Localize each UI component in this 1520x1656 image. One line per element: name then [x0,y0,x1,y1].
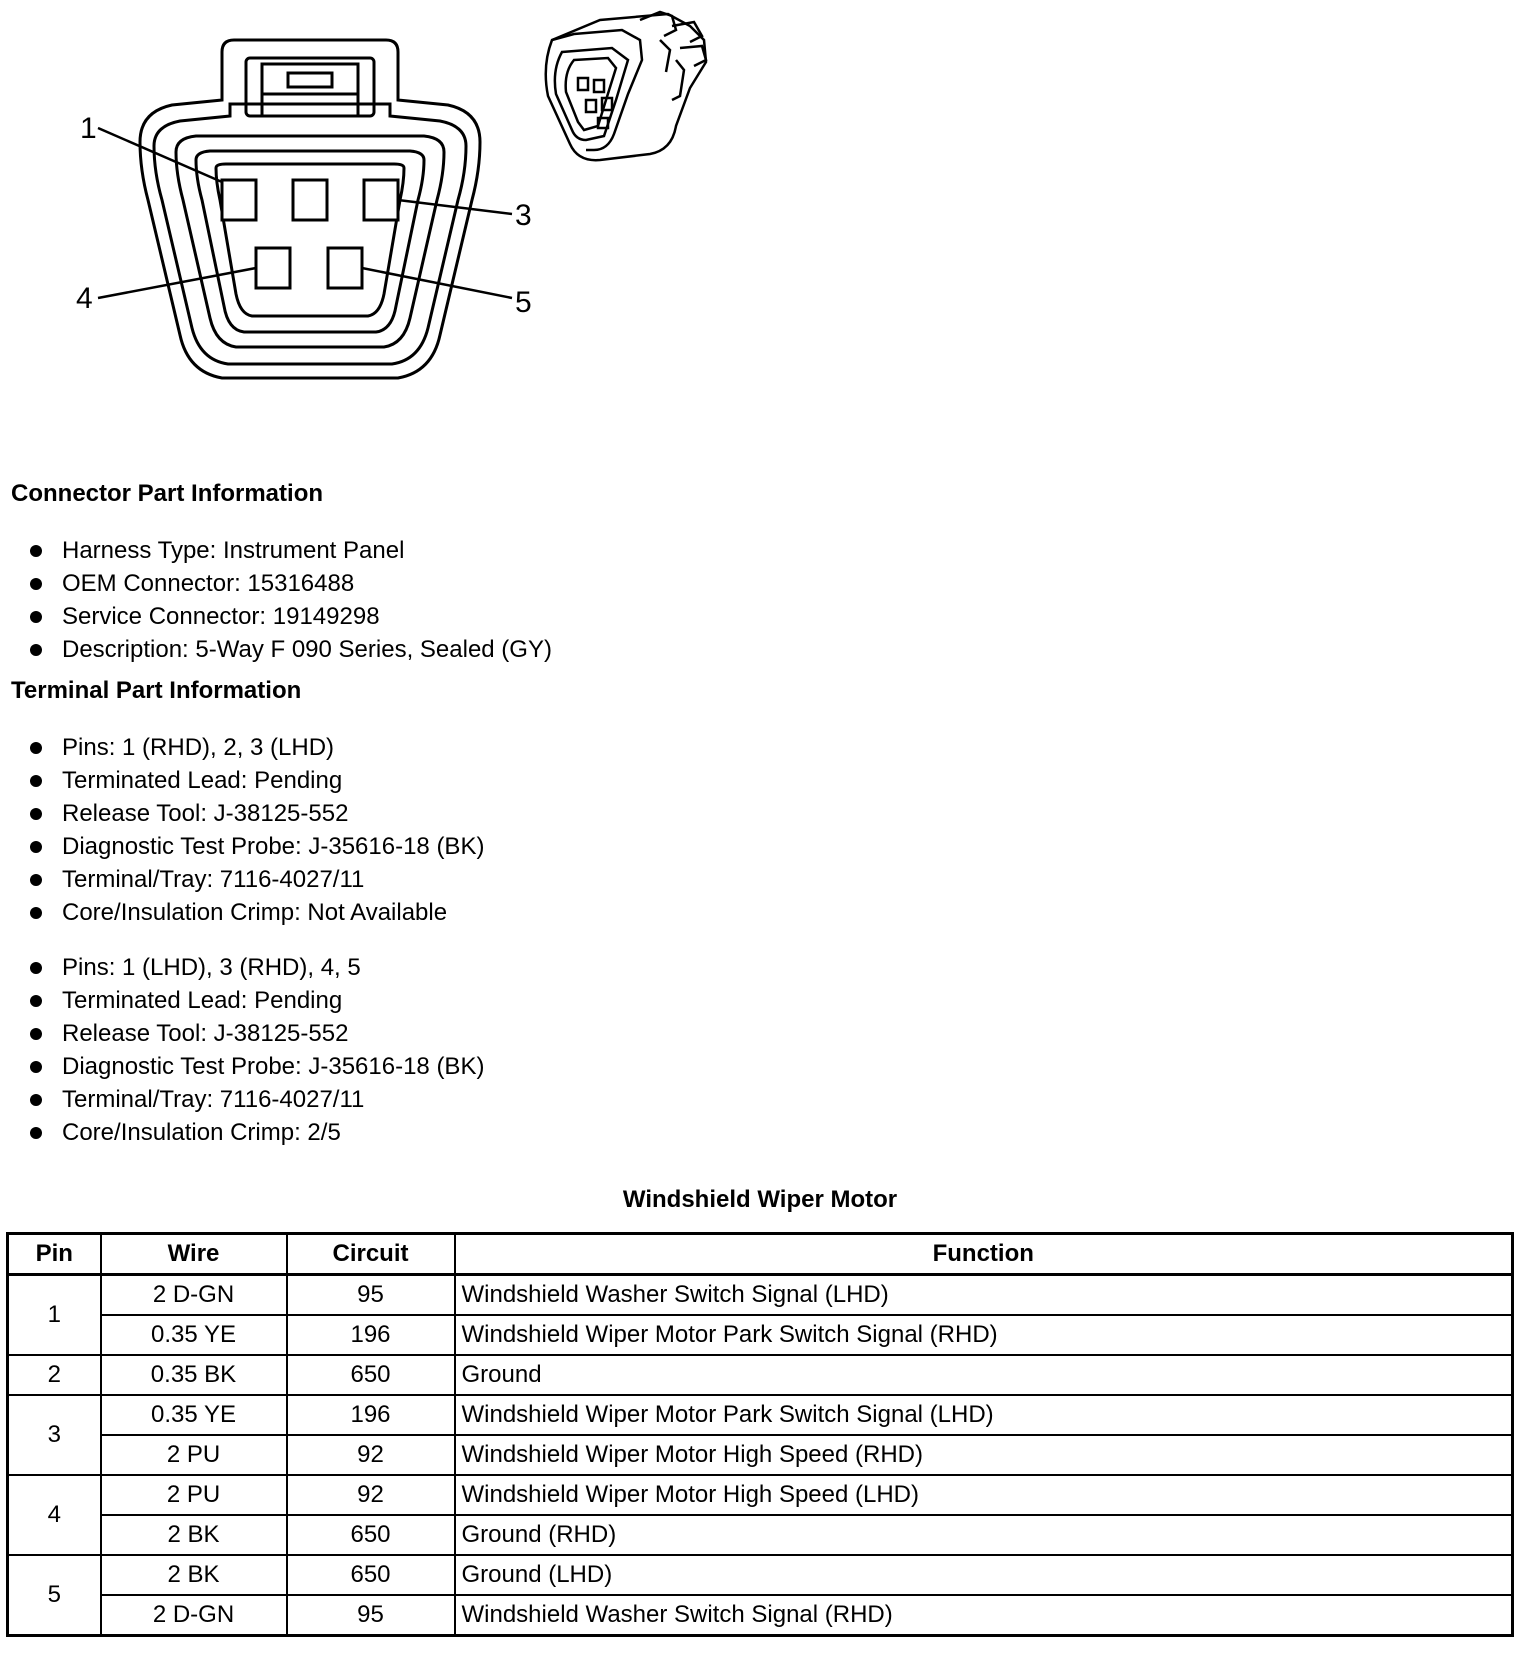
terminal-info-group-2 [28,951,484,1149]
function-cell: Windshield Washer Switch Signal (LHD) [455,1275,1513,1316]
wire-cell: 0.35 YE [101,1395,287,1435]
function-cell: Ground (LHD) [455,1555,1513,1595]
table-row [8,1555,1513,1595]
function-cell: Ground (RHD) [455,1515,1513,1555]
list-item: Description: 5-Way F 090 Series, Sealed (GY) [28,633,552,666]
list-item: Terminated Lead: Pending [28,764,484,797]
pin-label-4: 4 [76,282,93,315]
list-item: Terminal/Tray: 7116-4027/11 [28,863,484,896]
table-row [8,1435,1513,1475]
column-header-wire: Wire [101,1234,287,1275]
table-row [8,1475,1513,1515]
table-row [8,1515,1513,1555]
wire-cell: 0.35 BK [101,1355,287,1395]
pin-label-3: 3 [515,199,532,232]
wire-cell: 2 BK [101,1555,287,1595]
pin-2-cavity [293,180,327,220]
pin-cell: 4 [8,1475,101,1555]
circuit-cell: 95 [287,1595,455,1636]
function-cell: Windshield Wiper Motor Park Switch Signal (LHD) [455,1395,1513,1435]
circuit-cell: 92 [287,1475,455,1515]
circuit-cell: 650 [287,1515,455,1555]
list-item: OEM Connector: 15316488 [28,567,552,600]
list-item: Service Connector: 19149298 [28,600,552,633]
list-item: Terminated Lead: Pending [28,984,484,1017]
connector-part-info-title: Connector Part Information [11,480,324,507]
circuit-cell: 196 [287,1395,455,1435]
list-item: Terminal/Tray: 7116-4027/11 [28,1083,484,1116]
table-row [8,1355,1513,1395]
pin-1-cavity [222,180,256,220]
wire-cell: 2 D-GN [101,1275,287,1316]
list-item: Core/Insulation Crimp: Not Available [28,896,484,929]
list-item: Core/Insulation Crimp: 2/5 [28,1116,484,1149]
pin-cell: 5 [8,1555,101,1636]
terminal-info-group-1 [28,731,484,929]
table-title: Windshield Wiper Motor [622,1186,898,1213]
wire-cell: 2 PU [101,1435,287,1475]
wire-cell: 0.35 YE [101,1315,287,1355]
circuit-cell: 95 [287,1275,455,1316]
table-row [8,1395,1513,1435]
function-cell: Windshield Washer Switch Signal (RHD) [455,1595,1513,1636]
pin-5-cavity [328,248,362,288]
list-item: Release Tool: J-38125-552 [28,797,484,830]
list-item: Harness Type: Instrument Panel [28,534,552,567]
function-cell: Windshield Wiper Motor High Speed (RHD) [455,1435,1513,1475]
circuit-cell: 650 [287,1555,455,1595]
wire-cell: 2 PU [101,1475,287,1515]
pinout-table [6,1232,1514,1637]
connector-diagram [0,0,720,400]
function-cell: Windshield Wiper Motor Park Switch Signal (RHD) [455,1315,1513,1355]
column-header-circuit: Circuit [287,1234,455,1275]
list-item: Diagnostic Test Probe: J-35616-18 (BK) [28,830,484,863]
function-cell: Ground [455,1355,1513,1395]
terminal-part-info-title: Terminal Part Information [11,677,302,704]
list-item: Pins: 1 (LHD), 3 (RHD), 4, 5 [28,951,484,984]
pin-label-1: 1 [80,112,97,145]
list-item: Diagnostic Test Probe: J-35616-18 (BK) [28,1050,484,1083]
pin-4-cavity [256,248,290,288]
circuit-cell: 92 [287,1435,455,1475]
pin-label-5: 5 [515,286,532,319]
circuit-cell: 650 [287,1355,455,1395]
wire-cell: 2 D-GN [101,1595,287,1636]
list-item: Release Tool: J-38125-552 [28,1017,484,1050]
connector-part-info-list [28,534,552,666]
column-header-pin: Pin [8,1234,101,1275]
table-row [8,1595,1513,1636]
connector-3d-view [546,12,706,160]
pin-3-cavity [364,180,398,220]
pin-cell: 3 [8,1395,101,1475]
circuit-cell: 196 [287,1315,455,1355]
pin-cell: 1 [8,1275,101,1356]
pin-cell: 2 [8,1355,101,1395]
list-item: Pins: 1 (RHD), 2, 3 (LHD) [28,731,484,764]
table-row [8,1275,1513,1316]
table-header-row [8,1234,1513,1275]
column-header-function: Function [455,1234,1513,1275]
wire-cell: 2 BK [101,1515,287,1555]
function-cell: Windshield Wiper Motor High Speed (LHD) [455,1475,1513,1515]
table-row [8,1315,1513,1355]
